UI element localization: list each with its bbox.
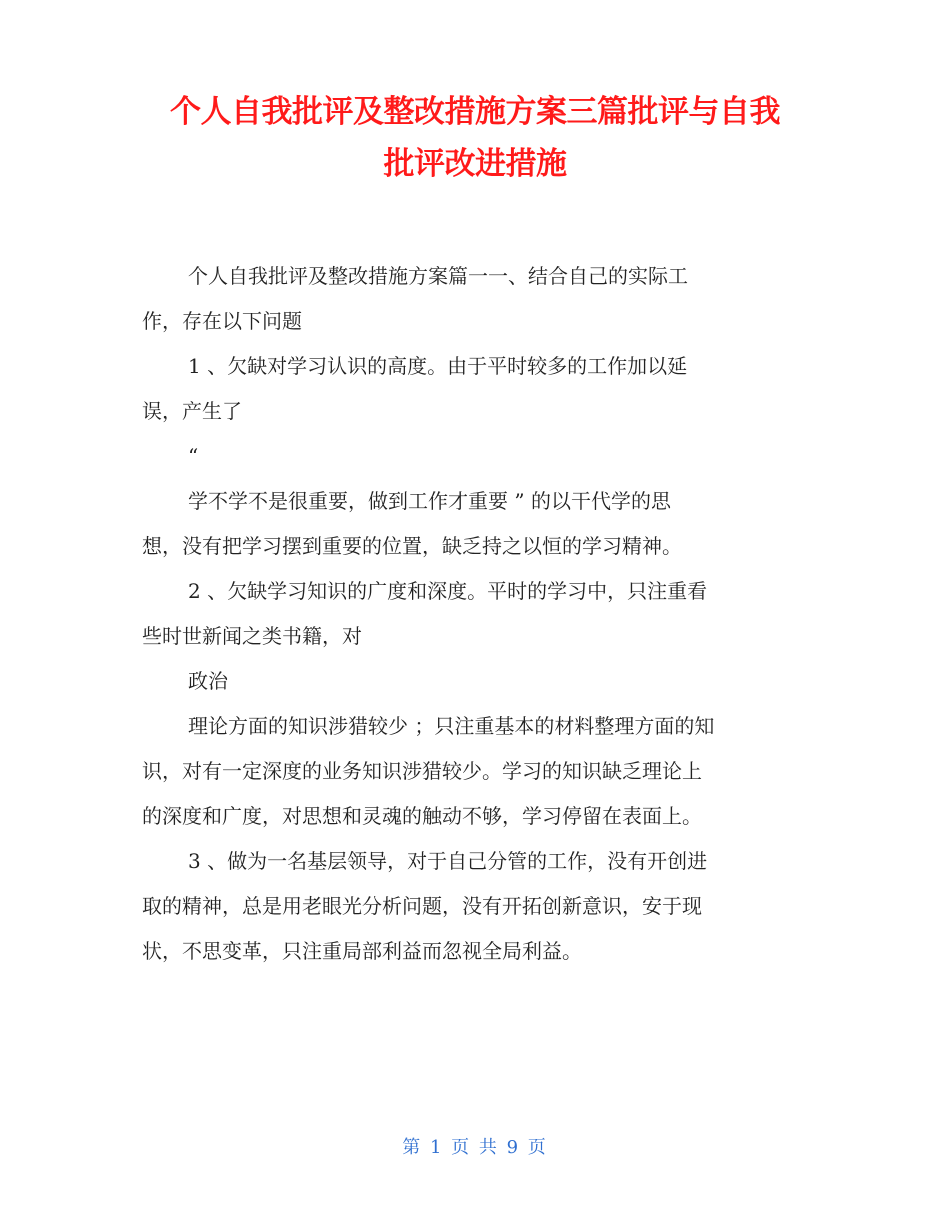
body-line: 理论方面的知识涉猎较少 ；只注重基本的材料整理方面的知 xyxy=(188,714,715,738)
title-line-2: 批评改进措施 xyxy=(383,146,567,182)
title-line-1: 个人自我批评及整改措施方案三篇批评与自我 xyxy=(170,94,780,130)
document-body xyxy=(142,254,812,974)
body-line: 些时世新闻之类书籍，对 xyxy=(142,624,362,648)
body-line: 2 、欠缺学习知识的广度和深度。平时的学习中，只注重看 xyxy=(188,579,708,603)
body-line: 作，存在以下问题 xyxy=(142,309,302,333)
document-title xyxy=(120,86,830,190)
body-line: 1 、欠缺对学习认识的高度。由于平时较多的工作加以延 xyxy=(188,354,688,378)
body-line: 学不学不是很重要，做到工作才重要 ” 的以干代学的思 xyxy=(188,489,671,513)
body-line: 识，对有一定深度的业务知识涉猎较少。学习的知识缺乏理论上 xyxy=(142,759,702,783)
body-line: 的深度和广度，对思想和灵魂的触动不够，学习停留在表面上。 xyxy=(142,804,702,828)
page-number: 第 1 页 共 9 页 xyxy=(402,1137,548,1158)
body-line: 政治 xyxy=(188,669,228,693)
body-line: 状，不思变革，只注重局部利益而忽视全局利益。 xyxy=(142,939,582,963)
body-line: 误，产生了 xyxy=(142,399,242,423)
body-line: 个人自我批评及整改措施方案篇一一、结合自己的实际工 xyxy=(188,264,688,288)
body-line: “ xyxy=(188,444,199,468)
body-line: 想，没有把学习摆到重要的位置，缺乏持之以恒的学习精神。 xyxy=(142,534,682,558)
body-line: 取的精神，总是用老眼光分析问题，没有开拓创新意识，安于现 xyxy=(142,894,702,918)
body-line: 3 、做为一名基层领导，对于自己分管的工作，没有开创进 xyxy=(188,849,708,873)
